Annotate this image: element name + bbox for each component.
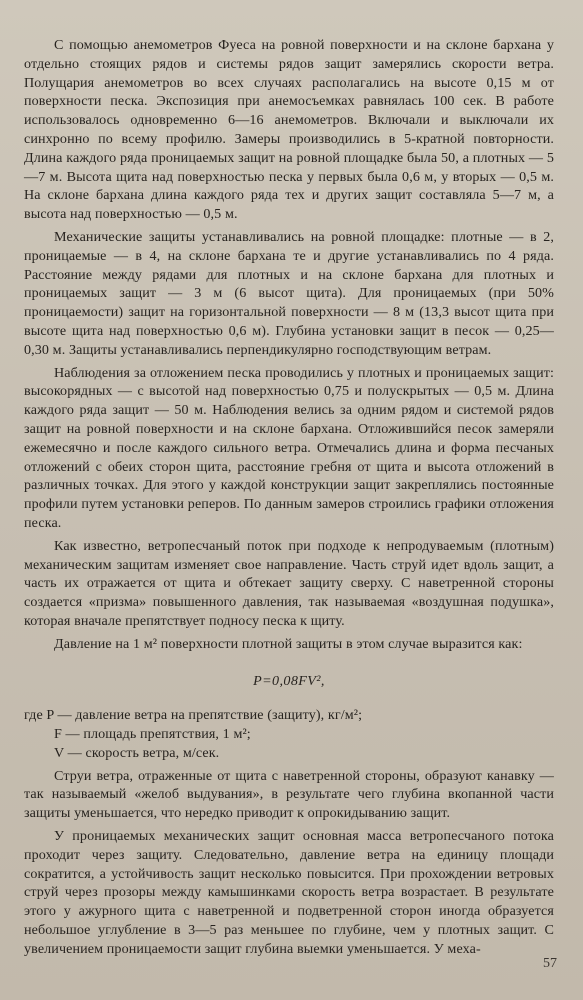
definition-p: где P — давление ветра на препятствие (защиту), кг/м²; <box>24 707 363 724</box>
pressure-formula: P=0,08FV², <box>253 672 325 689</box>
paragraph-installation: Механические защиты устанавливались на ровной площадке: плотные — в 2, проницаемые — в 4, на склоне бархана те и другие устанавливались по 4 ряда. Расстояние между рядами для плотных и на склоне бархана для плотных и проницаемых защит — 3 м (6 высот щита). Для проницаемых (при 50% проницаемости) защит на горизонтальной поверхности — 8 м (13,3 высот щита при высоте щита над поверхностью 0,6 м). Глубина установки защит в песок — 0,25—0,30 м. Защиты устанавливались перпендикулярно господствующим ветрам. <box>24 228 554 358</box>
page-number: 57 <box>543 956 557 971</box>
definition-f: F — площадь препятствия, 1 м²; <box>54 726 251 743</box>
paragraph-reflected-streams: Струи ветра, отраженные от щита с наветренной стороны, образуют канавку — так называемый «желоб выдувания», в результате чего глубина вкопанной части защиты уменьшается, что нередко приводит к опрокидыванию защит. <box>24 767 554 822</box>
paragraph-observations: Наблюдения за отложением песка проводились у плотных и проницаемых защит: высокорядных — с высотой над поверхностью 0,75 и полускрытых — 0,5 м. Длина каждого ряда защит — 50 м. Наблюдения велись за одним рядом и системой рядов защит на ровной поверхности и на склоне бархана. Отложившийся песок замеряли ежемесячно и после каждого сильного ветра. Отмечались длина и форма песчаных отложений с обеих сторон щита, расстояние гребня от щита и высота отложений в различных точках. Для этого у каждой конструкции защит закреплялись постоянные профили путем установки реперов. По данным замеров строились графики отложения песка. <box>24 364 554 531</box>
definition-v: V — скорость ветра, м/сек. <box>54 744 220 761</box>
paragraph-pressure: Давление на 1 м² поверхности плотной защиты в этом случае выразится как: <box>54 635 523 652</box>
paragraph-anemometers: С помощью анемометров Фуеса на ровной поверхности и на склоне бархана у отдельно стоящих рядов и системы рядов защит замерялись скорости ветра. Полущария анемометров во всех случаях располагались на высоте 0,15 м от поверхности песка. Экспозиция при анемосъемках равнялась 100 сек. В работе использовалось одновременно 6—16 анемометров. Включали и выключали их синхронно по всему профилю. Замеры производились в 5-кратной повторности. Длина каждого ряда проницаемых защит на ровной площадке была 50, а плотных — 5—7 м. Высота щита над поверхностью песка у первых была 0,6 м, у вторых — 0,5 м. На склоне бархана длина каждого ряда тех и других защит составляла 5—7 м, а высота над поверхностью — 0,5 м. <box>24 37 554 223</box>
page-text <box>24 36 554 959</box>
paragraph-wind-flow: Как известно, ветропесчаный поток при подходе к непродуваемым (плотным) механическим защитам изменяет свое направление. Часть струй идет вдоль защит, а часть их отражается от щита и обтекает защиту сверху. С наветренной стороны создается «призма» повышенного давления, так называемая «воздушная подушка», которая вначале препятствует подносу песка к щиту. <box>24 537 554 629</box>
paragraph-permeable-defenses: У проницаемых механических защит основная масса ветропесчаного потока проходит через защиту. Следовательно, давление ветра на единицу площади сократится, а устойчивость защит несколько повысится. При прохождении ветровых струй через прозоры между камышинками скорость ветра возрастает. В результате этого у ажурного щита с наветренной и подветренной сторон иногда образуется небольшое углубление в 3—5 раз меньшее по глубине, чем у плотных защит. С увеличением проницаемости защит глубина выемки уменьшается. У меха- <box>24 828 554 957</box>
